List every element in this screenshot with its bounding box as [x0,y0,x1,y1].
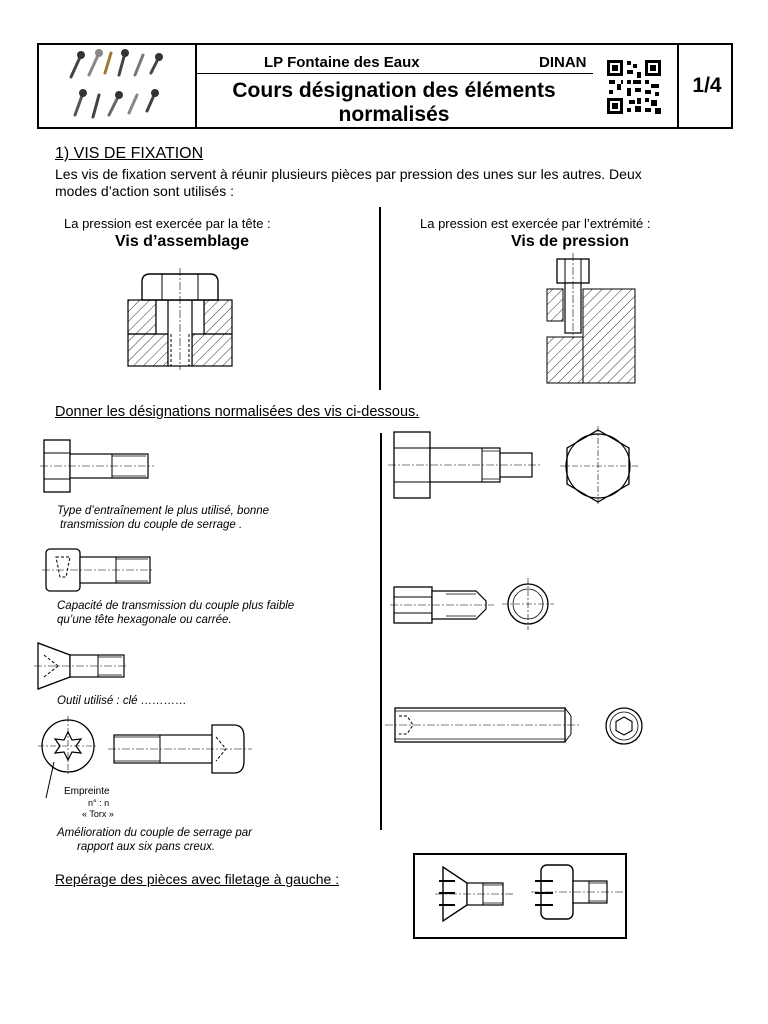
screws-photo-icon [39,45,193,127]
round-end-view-1 [500,576,556,632]
vertical-divider-middle [380,433,382,830]
right-label: La pression est exercée par l’extrémité : [420,216,651,231]
caption-1-line-1: Type d’entraînement le plus utilisé, bonne [57,505,270,517]
school-name: LP Fontaine des Eaux [264,54,420,71]
torx-label-3: « Torx » [82,809,114,819]
torx-label-2: n° : n [88,798,110,808]
hex-end-view [560,426,640,506]
socket-head-screw-drawing [44,547,154,595]
header-box [37,43,733,129]
page-number: 1/4 [692,74,722,97]
logo-cell [39,45,197,127]
vertical-divider-top [379,207,381,390]
torx-screw-drawing [108,723,253,775]
intro-line-1: Les vis de fixation servent à réunir plusieurs pièces par pression des unes sur les autres. Deux [55,166,642,182]
pressure-screw-drawing [545,257,645,387]
header-divider [195,73,593,74]
caption-4-line-2: rapport aux six pans creux. [77,841,216,853]
torx-label-1: Empreinte [64,786,110,797]
caption-4-line-1: Amélioration du couple de serrage par [57,827,252,839]
section-heading: 1) VIS DE FIXATION [55,145,204,162]
qr-code-icon [605,58,663,116]
title-line-2: normalisés [338,103,450,126]
shouldered-hex-screw-drawing [392,428,542,502]
left-label: La pression est exercée par la tête : [64,216,271,231]
left-title: Vis d’assemblage [115,233,249,250]
title-line-1: Cours désignation des éléments [232,79,556,102]
city-name: DINAN [539,54,587,71]
qr-cell [591,45,679,127]
hex-head-screw-drawing [42,438,157,494]
assembly-screw-drawing [128,272,238,367]
left-thread-box [413,853,627,939]
designations-heading: Donner les désignations normalisées des vis ci-dessous. [55,404,420,420]
socket-end-view [600,702,650,752]
intro-line-2: modes d’action sont utilisés : [55,183,234,199]
caption-3: Outil utilisé : clé ………… [57,695,187,707]
page-title [199,79,589,127]
left-thread-countersunk-screw [435,865,531,925]
set-screw-hex-drawing [390,581,495,629]
right-title: Vis de pression [511,233,629,250]
left-thread-heading: Repérage des pièces avec filetage à gauche : [55,871,340,887]
countersunk-screw-drawing [36,641,131,691]
grub-screw-drawing [385,702,580,750]
caption-1-line-2: transmission du couple de serrage . [60,519,243,531]
caption-2-line-1: Capacité de transmission du couple plus faible [57,600,295,612]
caption-2-line-2: qu’une tête hexagonale ou carrée. [57,614,232,626]
left-thread-cheese-head-screw [531,863,627,923]
